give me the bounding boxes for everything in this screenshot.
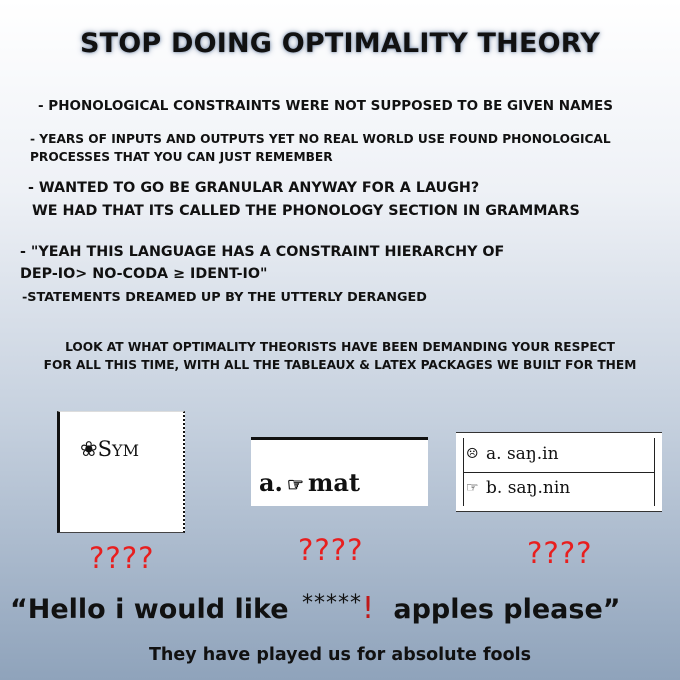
bullet-granular-line2: WE HAD THAT ITS CALLED THE PHONOLOGY SECTION IN GRAMMARS bbox=[32, 203, 580, 219]
quote-line bbox=[10, 591, 621, 626]
bullet-hierarchy-line1: - "YEAH THIS LANGUAGE HAS A CONSTRAINT HIERARCHY OF bbox=[20, 244, 505, 260]
quote-bang: ! bbox=[361, 591, 374, 626]
look-text-line1: LOOK AT WHAT OPTIMALITY THEORISTS HAVE BEEN DEMANDING YOUR RESPECT bbox=[65, 340, 615, 354]
tableau-candidate-b: b. saŋ.nin bbox=[486, 478, 571, 498]
question-marks-2: ???? bbox=[298, 533, 364, 567]
page-title: STOP DOING OPTIMALITY THEORY bbox=[79, 28, 601, 59]
bullet-hierarchy-line2: DEP-IO> NO-CODA ≥ IDENT-IO" bbox=[20, 266, 268, 282]
bullet-years-line1: - YEARS OF INPUTS AND OUTPUTS YET NO REAL WORLD USE FOUND PHONOLOGICAL bbox=[30, 132, 611, 146]
tableau-candidate-a: a. saŋ.in bbox=[486, 444, 559, 464]
sym-rest-letters: YM bbox=[112, 441, 139, 460]
tableau-row bbox=[464, 472, 654, 506]
quote-after: apples please” bbox=[393, 594, 621, 625]
sad-face-icon: ☹ bbox=[466, 446, 479, 462]
candidate-word: mat bbox=[307, 468, 360, 497]
tableau-image bbox=[456, 432, 662, 512]
bullet-deranged: -STATEMENTS DREAMED UP BY THE UTTERLY DERANGED bbox=[22, 290, 427, 305]
bullet-granular-line1: - WANTED TO GO BE GRANULAR ANYWAY FOR A LAUGH? bbox=[28, 180, 480, 196]
flower-icon: ❀ bbox=[80, 437, 98, 461]
sym-example-image bbox=[57, 411, 185, 533]
tableau-grid bbox=[463, 438, 655, 506]
sym-first-letter: S bbox=[97, 437, 112, 461]
winner-candidate-image bbox=[251, 437, 428, 506]
footer-caption: They have played us for absolute fools bbox=[148, 645, 532, 665]
question-marks-1: ???? bbox=[89, 541, 155, 575]
pointing-hand-icon: ☞ bbox=[286, 474, 304, 496]
tableau-row bbox=[464, 438, 654, 473]
question-marks-3: ???? bbox=[527, 536, 593, 570]
candidate-label: a. bbox=[259, 468, 283, 497]
sym-label bbox=[80, 437, 139, 461]
quote-before: “Hello i would like bbox=[10, 594, 289, 625]
look-text-line2: FOR ALL THIS TIME, WITH ALL THE TABLEAUX & LATEX PACKAGES WE BUILT FOR THEM bbox=[43, 358, 637, 372]
bullet-years-line2: PROCESSES THAT YOU CAN JUST REMEMBER bbox=[30, 150, 333, 164]
quote-stars: ***** bbox=[301, 591, 362, 616]
bullet-names: - PHONOLOGICAL CONSTRAINTS WERE NOT SUPPOSED TO BE GIVEN NAMES bbox=[38, 98, 613, 114]
pointing-hand-icon: ☞ bbox=[466, 480, 479, 496]
candidate-line bbox=[259, 468, 360, 497]
